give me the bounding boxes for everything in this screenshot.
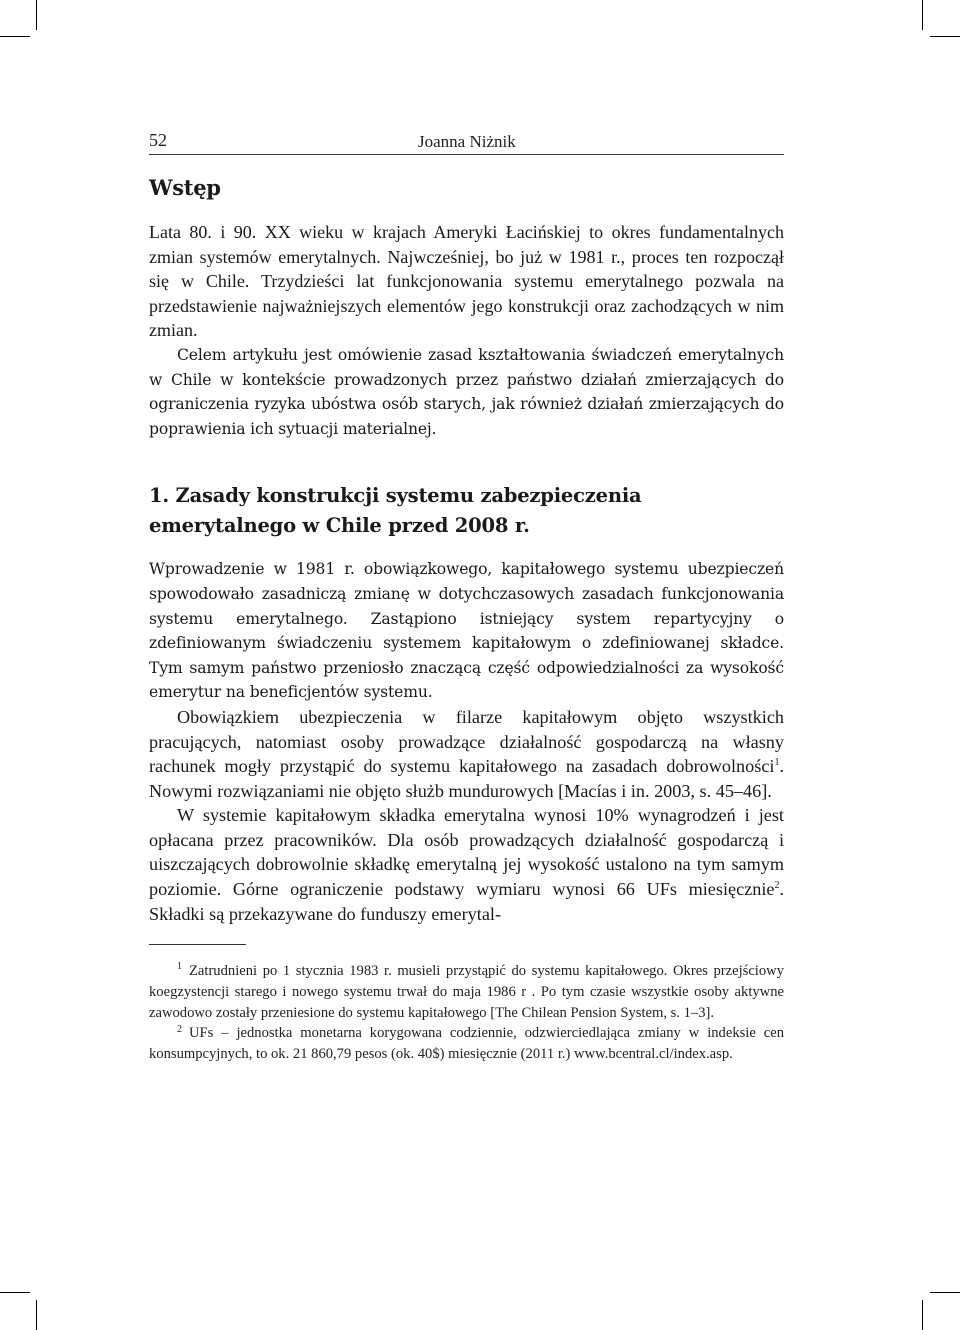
crop-mark-top-left-v — [36, 0, 37, 30]
footnote-2-text: UFs – jednostka monetarna korygowana codziennie, odzwierciedlająca zmiany w indeksie cen konsumpcyjnych, to ok. 21 860,79 pesos (ok. 40$) miesięcznie (2011 r.) www.bcentral.cl/index.asp. — [149, 1025, 784, 1063]
footnote-1 — [149, 961, 784, 1023]
footnote-1-text: Zatrudnieni po 1 stycznia 1983 r. musieli przystąpić do systemu kapitałowego. Okres przejściowy koegzystencji starego i nowego systemu trwał do maja 1986 r . Po tym czasie wszystkie osoby aktywne zawodowo zostały przeniesione do systemu kapitałowego [The Chilean Pension System, s. 1–3]. — [149, 963, 784, 1021]
crop-mark-top-left-h — [0, 36, 30, 37]
crop-mark-bottom-right-h — [930, 1292, 960, 1293]
intro-heading: Wstęp — [149, 175, 221, 200]
footnote-2 — [149, 1023, 784, 1064]
crop-mark-bottom-left-h — [0, 1292, 30, 1293]
page-number: 52 — [149, 130, 167, 150]
section-paragraph-2-text-a: Obowiązkiem ubezpieczenia w filarze kapitałowym objęto wszystkich pracujących, natomiast osoby prowadzące działalność gospodarczą na własny rachunek mogły przystąpić do systemu kapitałowego na zasadach dobrowolności — [149, 706, 784, 777]
section-paragraph-2-text-b: . Nowymi rozwiązaniami nie objęto służb mundurowych [Macías i in. 2003, s. 45–46]. — [149, 756, 784, 801]
crop-mark-top-right-h — [930, 36, 960, 37]
crop-mark-bottom-left-v — [36, 1300, 37, 1330]
footnote-separator — [149, 944, 246, 945]
crop-mark-top-right-v — [922, 0, 923, 30]
footnote-2-mark: 2 — [177, 1023, 182, 1035]
section-paragraph-3-text-a: W systemie kapitałowym składka emerytalna wynosi 10% wynagrodzeń i jest opłacana przez pracowników. Dla osób prowadzących działalność gospodarczą i uiszczających dobrowolnie składkę emerytalną jej wysokość ustalono na tym samym poziomie. Górne ograniczenie podstawy wymiaru wynosi 66 UFs miesięcznie — [149, 805, 784, 900]
crop-mark-bottom-right-v — [922, 1300, 923, 1330]
footnote-ref-1[interactable]: 1 — [774, 757, 780, 769]
page — [149, 127, 784, 1065]
intro-paragraph-2: Celem artykułu jest omówienie zasad kształtowania świadczeń emerytalnych w Chile w kontekście prowadzonych przez państwo działań zmierzających do ograniczenia ryzyka ubóstwa osób starych, jak również działań zmierzających do poprawienia ich sytuacji materialnej. — [149, 345, 784, 438]
intro-paragraph-1: Lata 80. i 90. XX wieku w krajach Ameryki Łacińskiej to okres fundamentalnych zmian systemów emerytalnych. Najwcześniej, bo już w 1981 r., proces ten rozpoczął się w Chile. Trzydzieści lat funkcjonowania systemu emerytalnego pozwala na przedstawienie najważniejszych elementów jego konstrukcji oraz zachodzących w nim zmian. — [149, 222, 784, 341]
section-paragraph-2 — [149, 705, 784, 803]
section-paragraph-3-text-b: . Składki są przekazywane do funduszy emerytal- — [149, 879, 784, 924]
running-author: Joanna Niżnik — [418, 132, 516, 151]
section-paragraph-3 — [149, 803, 784, 926]
section-paragraph-1: Wprowadzenie w 1981 r. obowiązkowego, kapitałowego systemu ubezpieczeń spowodowało zasadniczą zmianę w dotychczasowych zasadach funkcjonowania systemu emerytalnego. Zastąpiono istniejący system repartycyjny o zdefiniowanym świadczeniu systemem kapitałowym o zdefiniowanej składce. Tym samym państwo przeniosło znaczącą część odpowiedzialności za wysokość emerytur na beneficjentów systemu. — [149, 560, 784, 702]
running-header — [149, 127, 784, 155]
footnote-1-mark: 1 — [177, 961, 182, 973]
section-heading: 1. Zasady konstrukcji systemu zabezpieczenia emerytalnego w Chile przed 2008 r. — [149, 484, 642, 538]
footnote-ref-2[interactable]: 2 — [774, 880, 780, 891]
